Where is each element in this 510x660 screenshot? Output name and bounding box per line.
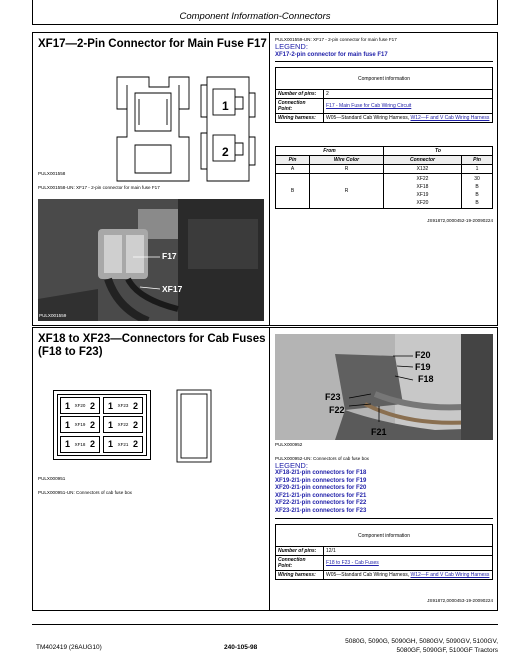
legend-divider-s2 <box>275 518 493 519</box>
legend-item: XF19-2/1-pin connectors for F19 <box>275 477 367 484</box>
cab-fuse-photo-art <box>275 334 493 440</box>
xf17-photo <box>38 199 264 321</box>
diagram-pin-1: 1 <box>222 99 229 113</box>
fuse-slot-xf21: 1 XF21 2 <box>103 436 143 453</box>
ft-cell: B <box>276 174 310 209</box>
photo-label-f23: F23 <box>325 392 341 402</box>
doc-id: JS91872,0000452-19-20090224 <box>427 218 493 223</box>
ft-conn: XF18 <box>416 184 429 190</box>
ft-from-header: From <box>276 147 384 156</box>
section-xf18-xf23 <box>32 327 498 611</box>
legend-divider <box>275 61 493 62</box>
fig1-caption-s2: PULX000951-UN: Connectors of cab fuse box <box>38 490 132 495</box>
legend-heading-s2: LEGEND: <box>275 461 308 470</box>
legend-item: XF23-2/1-pin connectors for F23 <box>275 507 367 514</box>
footer-divider <box>32 624 498 625</box>
fuse-slot-xf20: 1 XF20 2 <box>60 397 100 414</box>
ft-conn: XF20 <box>416 200 429 206</box>
legend-item: XF22-2/1-pin connectors for F22 <box>275 500 367 507</box>
section-xf17-title: XF17—2-Pin Connector for Main Fuse F17 <box>38 38 267 50</box>
fuse-box-side-view <box>173 388 217 464</box>
photo-label-f17: F17 <box>162 251 177 261</box>
ci-value-pins: 12/1 <box>324 547 493 556</box>
section-xf18-title: XF18 to XF23—Connectors for Cab Fuses (F18 to F23) <box>38 333 266 358</box>
photo-label-f18: F18 <box>418 374 434 384</box>
legend-heading: LEGEND: <box>275 42 308 51</box>
fuse-slot-xf23: 1 XF23 2 <box>103 397 143 414</box>
fig2-caption-s2: PULX000952-UN: Connectors of cab fuse box <box>275 456 369 461</box>
diagram-pin-2: 2 <box>222 145 229 159</box>
doc-id-s2: JS91872,0000453-19-20090224 <box>427 598 493 603</box>
fig1-caption: PULX001558-UN: XF17 - 2-pin connector for main fuse F17 <box>38 185 160 190</box>
ci-link-connection[interactable]: F18 to F23 - Cab Fuses <box>326 560 379 566</box>
legend-item: XF17-2-pin connector for main fuse F17 <box>275 52 388 58</box>
ci-label-pins: Number of pins: <box>276 90 324 99</box>
ft-cell: A <box>276 165 310 174</box>
ft-pin: B <box>475 200 479 206</box>
xf17-photo-art <box>38 199 264 321</box>
photo-label-f21: F21 <box>371 427 387 437</box>
ci-harness-prefix: W05—Standard Cab Wiring Harness, <box>326 572 411 578</box>
page-header-title: Component Information-Connectors <box>179 11 331 22</box>
legend-item: XF20-2/1-pin connectors for F20 <box>275 485 367 492</box>
footer-tm: TM402419 (26AUG10) <box>36 644 102 651</box>
ft-col-color: Wire Color <box>310 156 384 165</box>
ft-cell: X132 <box>384 165 462 174</box>
ft-pin: 30 <box>474 176 480 182</box>
photo-label-f20: F20 <box>415 350 431 360</box>
ft-col-connector: Connector <box>384 156 462 165</box>
fig1-code-s2: PULX000951 <box>38 476 66 481</box>
legend-item: XF18-2/1-pin connectors for F18 <box>275 470 367 476</box>
fuse-box-diagram <box>53 390 151 460</box>
fig1-code: PULX001558 <box>38 171 66 176</box>
ft-pin: B <box>475 192 479 198</box>
ci-link-harness[interactable]: W12—F and V Cab Wiring Harness <box>410 572 490 578</box>
ft-cell-pins <box>462 174 493 209</box>
component-info-title-s2: Component information <box>276 525 493 547</box>
footer-page-number: 240-105-98 <box>224 644 258 651</box>
ft-col-pin: Pin <box>276 156 310 165</box>
photo-label-f19: F19 <box>415 362 431 372</box>
ci-harness-prefix: W05—Standard Cab Wiring Harness, <box>326 115 411 121</box>
table-row <box>276 174 493 209</box>
fuse-slot-xf19: 1 XF19 2 <box>60 416 100 433</box>
ci-label-harness: Wiring harness: <box>276 571 324 580</box>
ft-conn: XF19 <box>416 192 429 198</box>
ft-pin: B <box>475 184 479 190</box>
ft-to-header: To <box>384 147 493 156</box>
ci-label-harness: Wiring harness: <box>276 114 324 123</box>
section-xf17-divider <box>269 33 270 325</box>
from-to-table <box>275 146 493 209</box>
section-xf18-divider <box>269 328 270 610</box>
ci-link-connection[interactable]: F17 - Main Fuse for Cab Wiring Circuit <box>326 103 412 109</box>
fuse-slot-xf18: 1 XF18 2 <box>60 436 100 453</box>
ci-label-connection: Connection Point: <box>276 556 324 571</box>
ci-value-pins: 2 <box>324 90 493 99</box>
fig2-code: PULX001559 <box>39 313 67 318</box>
ft-cell-connectors <box>384 174 462 209</box>
header-divider <box>32 24 498 25</box>
table-row <box>276 165 493 174</box>
ft-cell: R <box>310 174 384 209</box>
fuse-slot-xf22: 1 XF22 2 <box>103 416 143 433</box>
xf17-connector-diagram <box>109 69 259 189</box>
component-info-table <box>275 67 493 123</box>
ci-label-pins: Number of pins: <box>276 547 324 556</box>
footer-models-2: 5080GF, 5090GF, 5100GF Tractors <box>396 647 498 654</box>
photo-label-xf17: XF17 <box>162 284 183 294</box>
ft-conn: XF22 <box>416 176 429 182</box>
legend-list-s2 <box>275 470 366 516</box>
fig2-caption: PULX001559-UN: XF17 - 2-pin connector for main fuse F17 <box>275 37 397 42</box>
cab-fuse-photo <box>275 334 493 440</box>
fig2-code-s2: PULX000952 <box>275 442 303 447</box>
component-info-title: Component information <box>276 68 493 90</box>
legend-item: XF21-2/1-pin connectors for F21 <box>275 492 367 499</box>
ci-label-connection: Connection Point: <box>276 99 324 114</box>
ft-cell: 1 <box>462 165 493 174</box>
footer-models-1: 5080G, 5090G, 5090GH, 5080GV, 5090GV, 5100GV, <box>345 638 498 645</box>
ft-cell: R <box>310 165 384 174</box>
photo-label-f22: F22 <box>329 405 345 415</box>
ft-col-pin2: Pin <box>462 156 493 165</box>
component-info-table-s2 <box>275 524 493 580</box>
section-xf17 <box>32 32 498 326</box>
ci-link-harness[interactable]: W12—F and V Cab Wiring Harness <box>410 115 490 121</box>
